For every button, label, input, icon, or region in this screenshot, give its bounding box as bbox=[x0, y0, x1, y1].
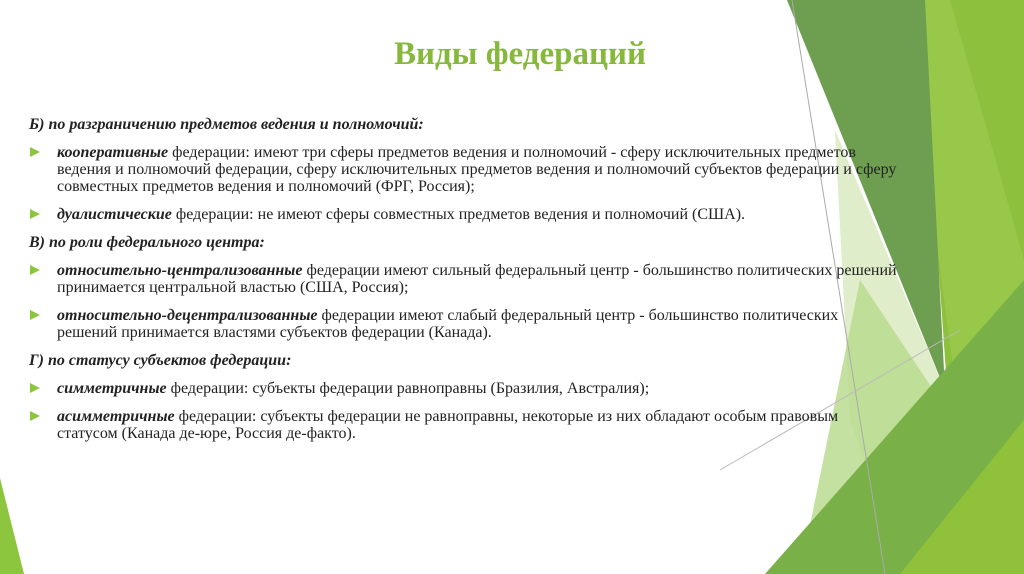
section bbox=[29, 352, 899, 442]
triangle-bullet-icon bbox=[30, 147, 40, 157]
left-corner-shape bbox=[0, 478, 24, 574]
description: федерации: не имеют сферы совместных предметов ведения и полномочий (США). bbox=[171, 206, 746, 223]
term: относительно-децентрализованные bbox=[57, 307, 318, 324]
term: относительно-централизованные bbox=[57, 262, 303, 279]
list-item bbox=[29, 408, 899, 442]
slide-content bbox=[29, 116, 899, 453]
triangle-bullet-icon bbox=[30, 265, 40, 275]
term: кооперативные bbox=[57, 144, 169, 161]
description: федерации: субъекты федерации равноправны (Бразилия, Австралия); bbox=[166, 380, 650, 397]
list-item bbox=[29, 206, 899, 223]
section bbox=[29, 116, 899, 223]
description: федерации: имеют три сферы предметов ведения и полномочий - сферу исключительных предметов ведения и полномочий федерации, сферу исключительных предметов ведения и полномочий субъектов федерации и сферу совместных предметов ведения и полномочий (ФРГ, Россия); bbox=[57, 144, 897, 195]
section-heading: В) по роли федерального центра: bbox=[29, 234, 265, 251]
triangle-bullet-icon bbox=[30, 310, 40, 320]
triangle-bullet-icon bbox=[30, 383, 40, 393]
description: федерации: субъекты федерации не равноправны, некоторые из них обладают особым правовым статусом (Канада де-юре, Россия де-факто). bbox=[57, 408, 839, 442]
term: симметричные bbox=[57, 380, 167, 397]
section-heading: Г) по статусу субъектов федерации: bbox=[29, 352, 292, 369]
triangle-bullet-icon bbox=[30, 411, 40, 421]
term: дуалистические bbox=[57, 206, 172, 223]
list-item bbox=[29, 307, 899, 341]
list-item bbox=[29, 262, 899, 296]
section-heading: Б) по разграничению предметов ведения и полномочий: bbox=[29, 116, 424, 133]
triangle-bullet-icon bbox=[30, 209, 40, 219]
list-item bbox=[29, 144, 899, 195]
description: федерации имеют слабый федеральный центр - большинство политических решений принимается властями субъектов федерации (Канада). bbox=[57, 307, 839, 341]
description: федерации имеют сильный федеральный центр - большинство политических решений принимается центральной властью (США, Россия); bbox=[57, 262, 897, 296]
section bbox=[29, 234, 899, 341]
slide-title: Виды федераций bbox=[393, 36, 646, 72]
list-item bbox=[29, 380, 899, 397]
term: асимметричные bbox=[57, 408, 175, 425]
